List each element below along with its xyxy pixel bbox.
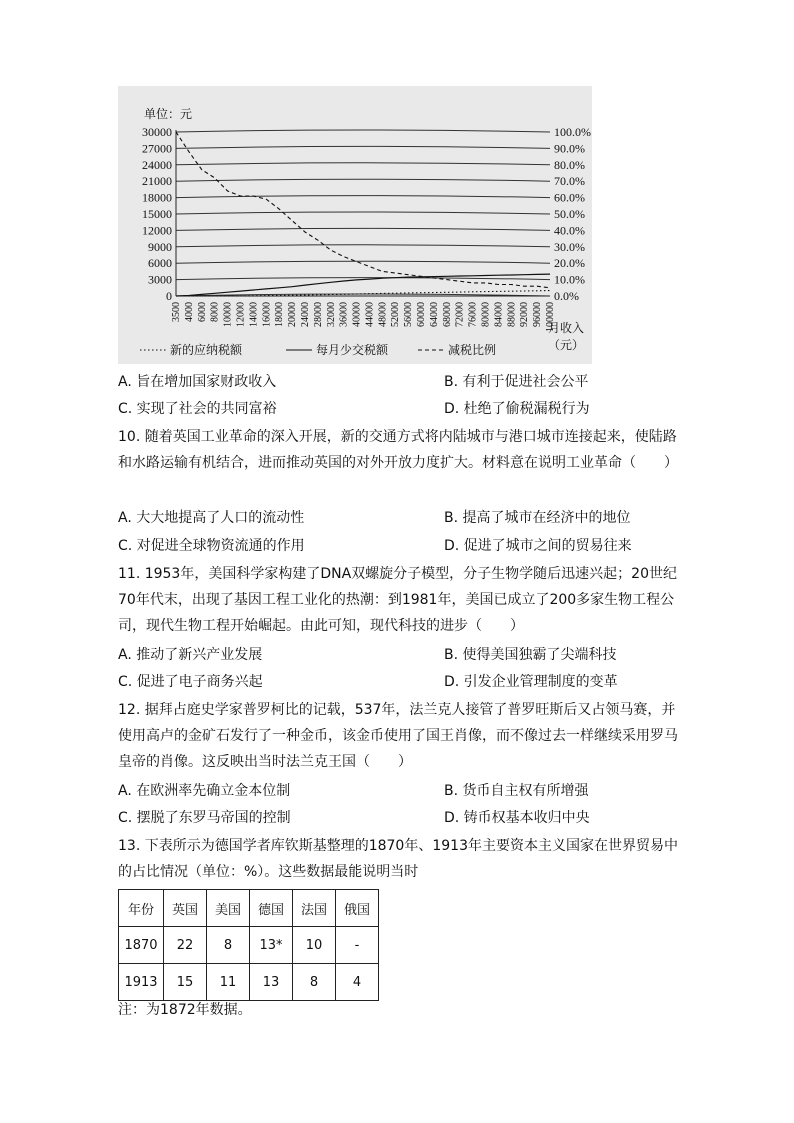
x-tick-label: 10000 (222, 302, 234, 327)
table-cell: 13* (250, 927, 293, 964)
q10-option-c[interactable]: C. 对促进全球物资流通的作用 (118, 538, 305, 554)
q13-stem: 13. 下表所示为德国学者库钦斯基整理的1870年、1913年主要资本主义国家在世界贸易中的占比情况（单位：%）。这些数据最能说明当时 (118, 838, 678, 880)
x-tick-label: 8000 (209, 302, 221, 322)
q12-stem: 12. 据拜占庭史学家普罗柯比的记载，537年，法兰克人接管了普罗旺斯后又占领马赛，并使用高卢的金矿石发行了一种金币，该金币使用了国王肖像，而不像过去一样继续采用罗马皇帝的肖像。这反映出当时法兰克王国（ ） (118, 702, 678, 770)
q11-option-c[interactable]: C. 促进了电子商务兴起 (118, 674, 263, 690)
x-tick-label: 84000 (493, 302, 505, 327)
x-axis-title: （元） (547, 338, 585, 352)
q12-option-d[interactable]: D. 铸币权基本收归中央 (444, 810, 590, 826)
x-tick-label: 44000 (364, 302, 376, 327)
q12-option-a[interactable]: A. 在欧洲率先确立金本位制 (118, 783, 291, 799)
q11-option-b[interactable]: B. 使得美国独霸了尖端科技 (444, 647, 617, 663)
y-left-tick-label: 27000 (142, 141, 172, 156)
y-left-tick-label: 18000 (142, 190, 172, 205)
table-cell: 13 (250, 964, 293, 1001)
q11-option-d[interactable]: D. 引发企业管理制度的变革 (444, 674, 618, 690)
x-tick-label: 100000 (545, 302, 556, 332)
tax-chart-svg (118, 86, 592, 364)
x-tick-label: 28000 (312, 302, 324, 327)
table-cell: - (336, 927, 379, 964)
table-cell: 1870 (119, 927, 164, 964)
y-left-tick-label: 21000 (142, 174, 172, 189)
y-left-tick-label: 30000 (142, 125, 172, 139)
table-header-cell: 法国 (293, 890, 336, 927)
chart-unit-label: 单位：元 (144, 107, 193, 121)
x-tick-label: 96000 (532, 302, 544, 327)
q12-option-c[interactable]: C. 摆脱了东罗马帝国的控制 (118, 810, 291, 826)
x-tick-label: 14000 (248, 302, 260, 327)
y-right-tick-label: 20.0% (554, 256, 585, 271)
x-tick-label: 24000 (299, 302, 311, 327)
x-tick-label: 80000 (480, 302, 492, 327)
q9-option-b[interactable]: B. 有利于促进社会公平 (444, 374, 589, 390)
y-left-tick-label: 3000 (148, 272, 172, 287)
table-header-cell: 英国 (164, 890, 207, 927)
x-tick-label: 60000 (416, 302, 428, 327)
x-tick-label: 56000 (403, 302, 415, 327)
y-right-tick-label: 80.0% (554, 157, 585, 172)
table-header-cell: 年份 (119, 890, 164, 927)
table-header-cell: 美国 (207, 890, 250, 927)
y-right-tick-label: 10.0% (554, 272, 585, 287)
q12-option-b[interactable]: B. 货币自主权有所增强 (444, 783, 589, 799)
x-tick-label: 48000 (377, 302, 389, 327)
chart-gridline (176, 261, 550, 263)
table-row (119, 964, 379, 1001)
x-tick-label: 6000 (196, 302, 208, 322)
q11-option-a[interactable]: A. 推动了新兴产业发展 (118, 647, 263, 663)
x-tick-label: 40000 (351, 302, 363, 327)
table-note: 注：为1872年数据。 (118, 1002, 252, 1018)
x-tick-label: 20000 (287, 302, 299, 327)
x-tick-label: 16000 (261, 302, 273, 327)
table-cell: 22 (164, 927, 207, 964)
q10-option-d[interactable]: D. 促进了城市之间的贸易往来 (444, 538, 632, 554)
table-header-cell: 俄国 (336, 890, 379, 927)
chart-gridline (176, 146, 550, 148)
x-tick-label: 64000 (428, 302, 440, 327)
y-left-tick-label: 24000 (142, 157, 172, 172)
q9-option-c[interactable]: C. 实现了社会的共同富裕 (118, 401, 277, 417)
x-tick-label: 88000 (506, 302, 518, 327)
chart-gridline (176, 163, 550, 165)
table-header-cell: 德国 (250, 890, 293, 927)
legend-label: 新的应纳税额 (170, 343, 243, 357)
x-tick-label: 36000 (338, 302, 350, 327)
q11-stem: 11. 1953年，美国科学家构建了DNA双螺旋分子模型，分子生物学随后迅速兴起；20世纪70年代末，出现了基因工程工业化的热潮：到1981年，美国已成立了200多家生物工程公司，现代生物工程开始崛起。由此可知，现代科技的进步（ ） (118, 566, 677, 634)
x-tick-label: 32000 (325, 302, 337, 327)
series-line-2 (176, 132, 550, 288)
x-axis-title: 月收入 (547, 321, 585, 335)
table-cell: 8 (207, 927, 250, 964)
x-tick-label: 18000 (274, 302, 286, 327)
table-cell: 8 (293, 964, 336, 1001)
y-right-tick-label: 30.0% (554, 239, 585, 254)
y-left-tick-label: 6000 (148, 256, 172, 271)
q9-option-d[interactable]: D. 杜绝了偷税漏税行为 (444, 401, 590, 417)
y-right-tick-label: 0.0% (554, 289, 579, 303)
table-cell: 10 (293, 927, 336, 964)
q10-option-a[interactable]: A. 大大地提高了人口的流动性 (118, 510, 305, 526)
y-right-tick-label: 60.0% (554, 190, 585, 205)
chart-gridline (176, 212, 550, 214)
x-tick-label: 92000 (519, 302, 531, 327)
chart-gridline (176, 245, 550, 247)
table-cell: 11 (207, 964, 250, 1001)
y-right-tick-label: 100.0% (554, 125, 591, 139)
tax-chart (118, 86, 592, 364)
table-header-row (119, 890, 379, 927)
chart-gridline (176, 196, 550, 198)
q9-option-a[interactable]: A. 旨在增加国家财政收入 (118, 374, 277, 390)
y-left-tick-label: 12000 (142, 223, 172, 238)
legend-label: 减税比例 (448, 343, 497, 357)
chart-gridline (176, 179, 550, 181)
y-left-tick-label: 0 (166, 289, 172, 303)
q10-stem: 10. 随着英国工业革命的深入开展，新的交通方式将内陆城市与港口城市连接起来，使陆路和水路运输有机结合，进而推动英国的对外开放力度扩大。材料意在说明工业革命（ ） (118, 429, 678, 471)
trade-share-table (118, 889, 379, 1001)
x-tick-label: 72000 (454, 302, 466, 327)
y-left-tick-label: 15000 (142, 207, 172, 221)
chart-gridline (176, 130, 550, 132)
x-tick-label: 76000 (467, 302, 479, 327)
y-left-tick-label: 9000 (148, 239, 172, 254)
table-cell: 15 (164, 964, 207, 1001)
chart-gridline (176, 228, 550, 230)
y-right-tick-label: 90.0% (554, 141, 585, 156)
table-row (119, 927, 379, 964)
x-tick-label: 4000 (183, 302, 195, 322)
table-cell: 1913 (119, 964, 164, 1001)
table-cell: 4 (336, 964, 379, 1001)
y-right-tick-label: 50.0% (554, 207, 585, 221)
y-right-tick-label: 70.0% (554, 174, 585, 189)
y-right-tick-label: 40.0% (554, 223, 585, 238)
q10-option-b[interactable]: B. 提高了城市在经济中的地位 (444, 510, 631, 526)
x-tick-label: 52000 (390, 302, 402, 327)
x-tick-label: 12000 (235, 302, 247, 327)
x-tick-label: 68000 (441, 302, 453, 327)
legend-label: 每月少交税额 (316, 343, 389, 357)
x-tick-label: 3500 (171, 302, 182, 322)
